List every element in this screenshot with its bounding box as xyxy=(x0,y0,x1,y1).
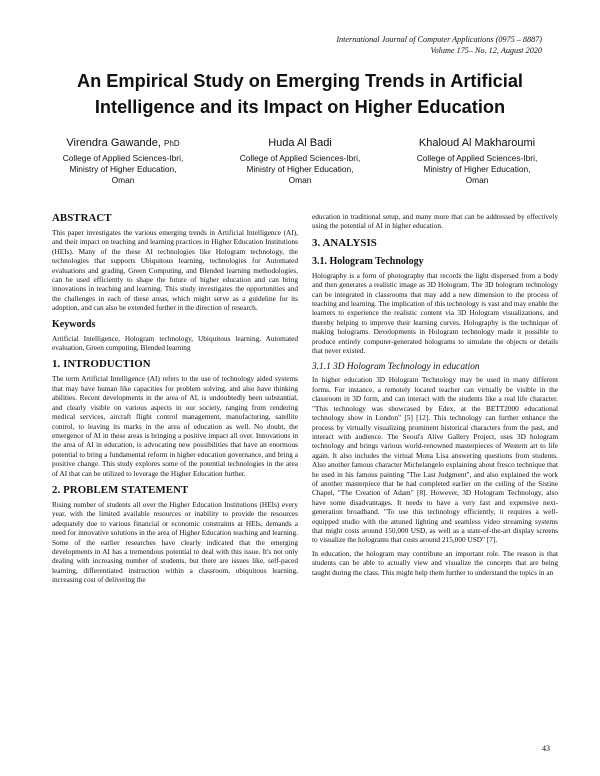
author-department: Ministry of Higher Education, xyxy=(246,164,354,174)
problem-text: Rising number of students all over the Higher Education Institutions (HEIs) every year, with the limited available resources or inability to provide the resources adequately due to various financial or economic constraints at HEIs, demands a need for innovative solutions in the area of Higher Education teaching and learning. Some of the earlier researches have clearly indicated that the emerging developments in AI has a tremendous potential to deal with this issue. It's not only dealing with increasing number of students, but there are issues like, self-paced learning, differentiated instruction within a classroom, ubiquitous learning, increasing cost of delivering the xyxy=(52,499,298,585)
paper-title xyxy=(40,68,560,120)
author-affiliation: College of Applied Sciences-Ibri, xyxy=(62,153,184,163)
author-block xyxy=(394,136,560,186)
problem-heading: 2. PROBLEM STATEMENT xyxy=(52,483,189,496)
page-number: 43 xyxy=(542,744,550,753)
left-column xyxy=(52,212,298,589)
introduction-text: The term Artificial Intelligence (AI) refers to the use of technology aided systems that may have human like capacities for problem solving, and also have thinking abilities. Recent developments in the area of AI, is undoubtedly been substantial, and clearly visible on various aspects in our society, ranging from rendering medical services, aircraft flight control management, manufacturing, satellite control, to leaving its marks in the area of education as well. No doubt, the emergence of AI in these areas is bringing a positive impact all over. Innovations in the area of AI in education, is advocating new possibilities that have an enormous potential to bring a fundamental reform in higher education governance, and bring a positive change. This study explores some of the potential technologies in the area of AI that can be utilized to leverage the Higher Education further. xyxy=(52,374,298,478)
author-name: Virendra Gawande, xyxy=(66,137,161,149)
problem-continued-text: education in traditional setup, and many more that can be addressed by effectively using the potential of AI in higher education. xyxy=(312,212,558,231)
author-affiliation: College of Applied Sciences-Ibri, xyxy=(416,153,538,163)
hologram-education-para-2: In education, the hologram may contribute an important role. The reason is that students can be able to actually view and visualize the concepts that are being taught during the class. This might help them further to understand the topics in an xyxy=(312,548,558,577)
author-block xyxy=(217,136,383,186)
author-department: Ministry of Higher Education, xyxy=(69,164,177,174)
title-line-1: An Empirical Study on Emerging Trends in Artificial xyxy=(76,71,523,91)
right-column xyxy=(312,212,558,581)
author-country: Oman xyxy=(288,175,312,185)
author-name: Khaloud Al Makharoumi xyxy=(418,137,536,149)
author-block xyxy=(40,136,206,186)
hologram-education-heading: 3.1.1 3D Hologram Technology in education xyxy=(312,362,480,373)
abstract-text: This paper investigates the various emerging trends in Artificial Intelligence (AI), and their impact on teaching and learning practices in Higher Education Institutions (HEIs). Many of the these AI technologies like Hologram technology, the technologies that supports Ubiquitous learning, technologies for Automated evaluations and grading, Green Computing, and Blended learning methodologies, can be used efficiently to shape the future of higher education and can bring innovations in teaching and learning. This study investigates the opportunities and the challenges in each of these areas, which might serve as a guideline for its adoption, and can also be extended further in the direction of research. xyxy=(52,228,298,313)
author-list xyxy=(40,136,560,186)
hologram-text: Holography is a form of photography that records the light dispersed from a body and then generates a realistic image as 3D Hologram. The 3D hologram technology can be integrated in classrooms that may add a new dimension to the process of teaching and learning. The implication of this technology is vast and may enable the learners to experience the realistic content via 3D Hologram visualizations, and thereby helping to improve their learning curves. Holography is the technique of making holograms. Developments in Hologram technology made it possible to produce entirely computer-generated holograms to simulate the objects or details that never existed. xyxy=(312,270,558,356)
keywords-text: Artificial Intelligence, Hologram technology, Ubiquitous learning, Automated evaluation, Green computing, Blended learning xyxy=(52,333,298,353)
journal-volume: Volume 175– No. 12, August 2020 xyxy=(430,46,542,55)
hologram-education-para-1: In higher education 3D Hologram Technology may be used in many different forms. For instance, a remotely located teacher can virtually be visible in the classroom in 3D form, and can interact with the students like a real life character. "This technology was showcased by Edex, at the BETT2000 educational technology show in London" [5] [12]. This technology can further enhance the process by virtually visualizing prominent historical characters from the past, and interact with audience. The Seoul's Alive Gallery Project, uses 3D hologram technology and brings various world-renowned masterpieces of Western art to life again. It also includes the virtual Mona Lisa answering questions from students. Also another famous character Michelangelo explaining about fresco technique that he used in his famous painting "The Last Judgment", and also explained the work of another masterpiece that he had completed earlier on the ceiling of the Sistine Chapel, "The Creation of Adam" [8]. However, 3D Hologram Technology, also have some disadvantages. It needs to have a very fast and expensive next-generation broadband. "To use this technology efficiently, it requires a well-equipped studio with the attuned lighting and seamless video streaming systems that might costs around 150,000 USD, as well as a state-of-the-art display screens to visualize the holograms that costs around 215,000 USD" [7]. xyxy=(312,375,558,545)
journal-header xyxy=(336,34,542,56)
author-department: Ministry of Higher Education, xyxy=(423,164,531,174)
hologram-heading: 3.1. Hologram Technology xyxy=(312,255,424,267)
analysis-heading: 3. ANALYSIS xyxy=(312,236,377,249)
author-country: Oman xyxy=(111,175,135,185)
author-degree: PhD xyxy=(164,139,180,148)
author-affiliation: College of Applied Sciences-Ibri, xyxy=(239,153,361,163)
author-country: Oman xyxy=(465,175,489,185)
author-name: Huda Al Badi xyxy=(268,137,332,149)
journal-name: International Journal of Computer Applications (0975 – 8887) xyxy=(336,35,542,44)
introduction-heading: 1. INTRODUCTION xyxy=(52,358,151,371)
abstract-heading: ABSTRACT xyxy=(52,212,112,224)
title-line-2: Intelligence and its Impact on Higher Education xyxy=(94,97,506,117)
keywords-heading: Keywords xyxy=(52,318,96,330)
